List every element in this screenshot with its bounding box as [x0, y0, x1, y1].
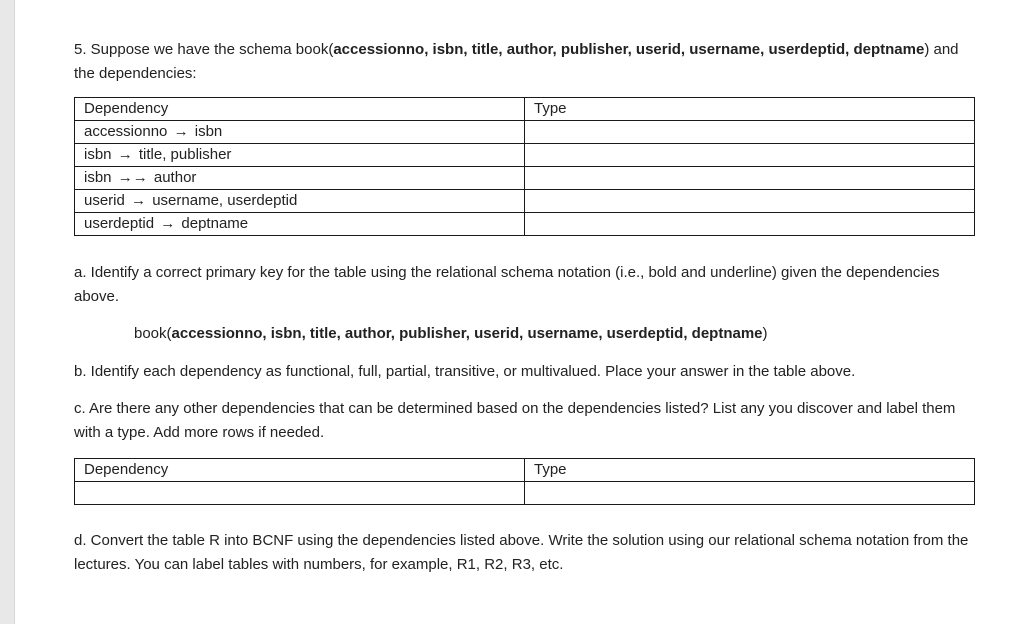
- table-row: [75, 482, 975, 505]
- table-header-row: [75, 459, 975, 482]
- header-dependency: Dependency: [75, 459, 525, 482]
- document-left-margin: [0, 0, 15, 624]
- part-c-text: c. Are there any other dependencies that can be determined based on the dependencies listed? List any you discover and label them with a type. Add more rows if needed.: [74, 400, 956, 441]
- dependency-cell[interactable]: [75, 190, 525, 213]
- header-type: Type: [525, 98, 975, 121]
- dependency-table: [74, 97, 975, 236]
- table-row: [75, 121, 975, 144]
- part-b-text: b. Identify each dependency as functional, full, partial, transitive, or multivalued. Place your answer in the table above.: [74, 363, 856, 380]
- additional-dependency-table: [74, 458, 975, 505]
- type-cell[interactable]: [525, 190, 975, 213]
- part-d-text: d. Convert the table R into BCNF using the dependencies listed above. Write the solution using our relational schema notation from the lectures. You can label tables with numbers, for example, R1, R2, R3, etc.: [74, 532, 969, 573]
- schema-suffix: ): [762, 325, 768, 342]
- type-cell[interactable]: [525, 482, 975, 505]
- arrow-icon: →: [131, 192, 147, 209]
- dependency-lhs: isbn: [84, 169, 112, 186]
- type-cell[interactable]: [525, 144, 975, 167]
- type-cell[interactable]: [525, 167, 975, 190]
- type-cell[interactable]: [525, 213, 975, 236]
- dependency-cell[interactable]: [75, 482, 525, 505]
- question-5-suffix: ) and the dependencies:: [74, 41, 959, 82]
- dependency-rhs: title, publisher: [138, 146, 232, 163]
- dependency-cell[interactable]: [75, 167, 525, 190]
- question-5-intro: [74, 38, 974, 86]
- dependency-cell[interactable]: [75, 121, 525, 144]
- question-5-attributes: accessionno, isbn, title, author, publisher, userid, username, userdeptid, deptname: [333, 41, 925, 58]
- dependency-rhs: isbn: [194, 123, 223, 140]
- dependency-lhs: userdeptid: [84, 215, 155, 232]
- part-a-text: a. Identify a correct primary key for the table using the relational schema notation (i.e., bold and underline) given the dependencies above.: [74, 264, 940, 305]
- table-row: [75, 144, 975, 167]
- dependency-cell[interactable]: [75, 213, 525, 236]
- schema-answer-line[interactable]: [74, 322, 974, 346]
- document-page: [74, 38, 974, 577]
- dependency-lhs: isbn: [84, 146, 112, 163]
- dependency-lhs: accessionno: [84, 123, 168, 140]
- header-type: Type: [525, 459, 975, 482]
- dependency-rhs: username, userdeptid: [152, 192, 298, 209]
- schema-prefix: book(: [134, 325, 172, 342]
- arrow-icon: →: [117, 146, 133, 163]
- question-5-prefix: 5. Suppose we have the schema book(: [74, 41, 334, 58]
- double-arrow-icon: →→: [117, 169, 148, 186]
- header-dependency: Dependency: [75, 98, 525, 121]
- table-header-row: [75, 98, 975, 121]
- dependency-lhs: userid: [84, 192, 125, 209]
- schema-attributes: accessionno, isbn, title, author, publisher, userid, username, userdeptid, deptname: [171, 325, 763, 342]
- dependency-rhs: deptname: [181, 215, 249, 232]
- arrow-icon: →: [173, 123, 189, 140]
- dependency-cell[interactable]: [75, 144, 525, 167]
- table-row: [75, 167, 975, 190]
- arrow-icon: →: [160, 215, 176, 232]
- table-row: [75, 213, 975, 236]
- dependency-rhs: author: [153, 169, 197, 186]
- table-row: [75, 190, 975, 213]
- type-cell[interactable]: [525, 121, 975, 144]
